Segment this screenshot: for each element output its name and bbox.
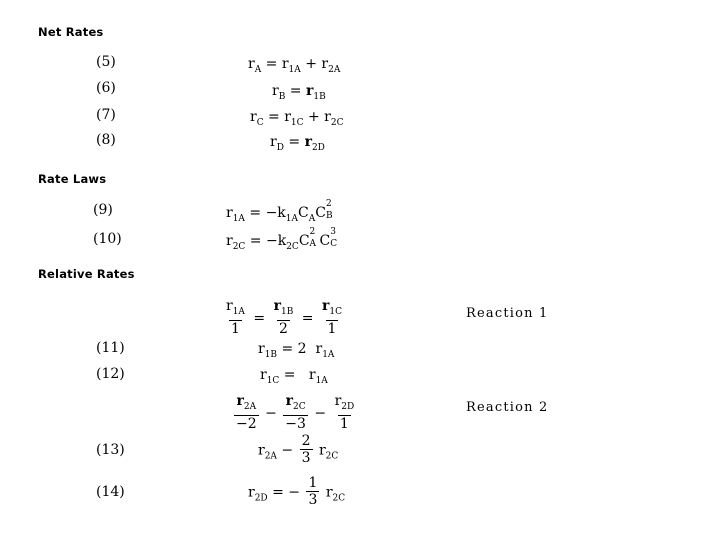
equation-number-10: (10): [93, 231, 122, 247]
equation-number-5: (5): [96, 54, 116, 70]
reaction-1-ratio: $\frac{r_{1A}}{1}$ = $\frac{r_{1B}}{2}$ = $\frac{r_{1C}}{1}$: [226, 298, 342, 337]
equation-number-9: (9): [93, 202, 113, 218]
equation-number-11: (11): [96, 340, 125, 356]
heading-net-rates: Net Rates: [38, 25, 104, 39]
reaction-1-label: Reaction 1: [466, 306, 549, 321]
equation-14: $r_{2D}$ = − $\frac{1}{3}$ $r_{2C}$: [248, 475, 346, 508]
equation-number-13: (13): [96, 442, 125, 458]
equation-number-7: (7): [96, 107, 116, 123]
equation-5: $r_A = r_{1A} + r_{2A}$: [248, 56, 341, 75]
equation-13: $r_{2A}$ − $\frac{2}{3}$ $r_{2C}$: [258, 433, 339, 466]
equation-7: $r_C = r_{1C} + r_{2C}$: [250, 109, 344, 128]
equation-8: $r_D = r_{2D}$: [270, 134, 325, 153]
reaction-2-label: Reaction 2: [466, 400, 549, 415]
equation-number-6: (6): [96, 80, 116, 96]
equation-number-12: (12): [96, 366, 125, 382]
equation-9: $r_{1A} = -k_{1A}C_AC$ 2 B: [226, 199, 333, 224]
equation-10: $r_{2C} = -k_{2C}C$ 2 A C 3 C: [226, 227, 338, 252]
equation-12: $r_{1C} = r_{1A}$: [260, 367, 328, 386]
heading-relative-rates: Relative Rates: [38, 267, 135, 281]
heading-rate-laws: Rate Laws: [38, 172, 107, 186]
equation-6: $r_B = r_{1B}$: [272, 83, 326, 102]
equation-number-8: (8): [96, 132, 116, 148]
equation-11: $r_{1B} = 2$ $r_{1A}$: [258, 341, 335, 360]
equation-number-14: (14): [96, 484, 125, 500]
reaction-2-ratio: $\frac{r_{2A}}{-2}$ − $\frac{r_{2C}}{-3}$ − $\frac{r_{2D}}{1}$: [236, 393, 355, 432]
